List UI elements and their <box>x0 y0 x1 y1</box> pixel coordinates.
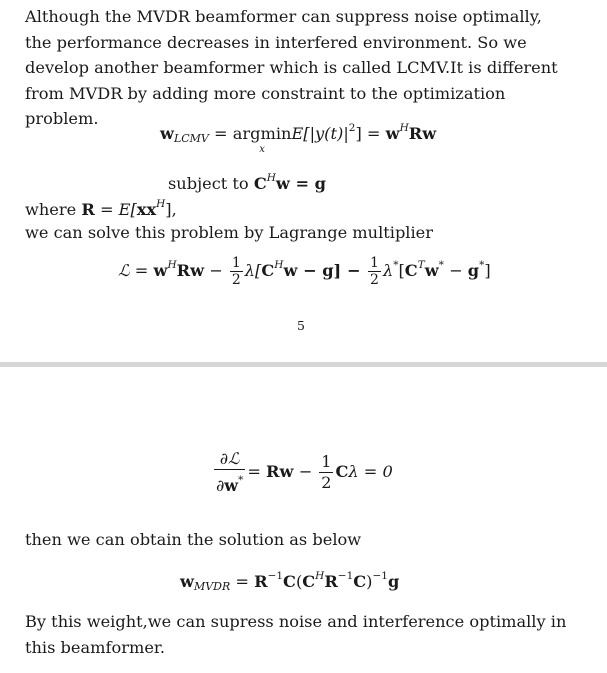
eq2-w3: w <box>424 261 439 280</box>
eq1-rhs-sup: H <box>399 122 409 134</box>
eq1-lhs-subscript: LCMV <box>173 132 209 145</box>
eq3-den-w: w <box>224 476 239 495</box>
eq4-w: w <box>180 572 194 591</box>
page-number: 5 <box>297 318 305 333</box>
intro-paragraph: Although the MVDR beamformer can suppress noise optimally, the performance decreases in interfered environment. So we develop another beamformer which is called LCMV.It is different from MVDR by adding more constraint to the optimization problem. <box>25 7 558 128</box>
constraint-text: subject to <box>168 174 249 193</box>
eq2-g2-star: * <box>479 259 485 271</box>
eq3-rw: Rw <box>266 462 294 481</box>
eq2-rw: Rw <box>176 261 205 280</box>
eq3-den-star: * <box>238 474 244 486</box>
where-xx: xx <box>136 200 157 219</box>
eq1-rhs-w: w <box>385 124 400 143</box>
eq2-minus: − <box>204 261 228 280</box>
eq3-denominator <box>214 469 245 496</box>
equation-lcmv-objective: $w_{LCMV} = argmin$ x $E[|y(t)|^2] = w^HRw$ <box>160 122 437 155</box>
eq2-sup-h: H <box>167 259 177 271</box>
eq2-lambda: λ <box>382 261 394 280</box>
constraint-rest: w = g <box>275 174 326 193</box>
where-close: ], <box>165 200 177 219</box>
eq3-half-den: 2 <box>321 473 332 492</box>
eq1-lhs-symbol: w <box>160 124 174 143</box>
eq3-half-fraction <box>319 452 333 493</box>
equation-derivative <box>212 449 393 496</box>
eq3-c: C <box>335 462 349 481</box>
eq2-close-bracket: ] <box>484 261 491 280</box>
eq2-lambda-open: λ[ <box>244 261 262 280</box>
constraint-line <box>168 172 326 193</box>
constraint-sup: H <box>266 172 276 184</box>
eq2-c2: C <box>404 261 418 280</box>
where-r: R <box>81 200 95 219</box>
where-line <box>25 198 177 219</box>
eq3-minus: − <box>293 462 318 481</box>
eq3-numerator: ∂ℒ <box>219 449 240 468</box>
eq2-half-num: 1 <box>231 255 241 271</box>
eq2-half-num-2: 1 <box>370 255 379 271</box>
document-page-bottom <box>0 367 607 673</box>
eq2-c-sup: H <box>274 259 284 271</box>
eq4-c2: C <box>302 572 316 591</box>
eq4-r: R <box>254 572 268 591</box>
eq2-g2: g <box>467 261 480 280</box>
eq2-lambda-star: * <box>393 259 399 271</box>
eq3-half-num: 1 <box>321 452 332 471</box>
eq2-half-fraction <box>230 255 243 288</box>
eq2-half-den: 2 <box>231 272 241 288</box>
eq3-equals: = <box>247 462 267 481</box>
eq4-subscript: MVDR <box>193 580 231 593</box>
eq2-half-fraction-2 <box>368 255 381 288</box>
eq4-equals: = <box>230 572 255 591</box>
constraint-c: C <box>253 174 267 193</box>
eq2-w: w <box>153 261 168 280</box>
lagrange-sentence: we can solve this problem by Lagrange multiplier <box>25 223 433 242</box>
eq2-w2: w <box>283 261 298 280</box>
eq3-rest: λ = 0 <box>348 462 393 481</box>
eq2-w3-star: * <box>438 259 444 271</box>
eq4-c2-sup: H <box>315 570 325 582</box>
eq4-c3: C <box>353 572 367 591</box>
eq3-partial-fraction <box>214 449 245 496</box>
eq2-open-bracket: [ <box>398 261 405 280</box>
solution-sentence: then we can obtain the solution as below <box>25 530 362 549</box>
eq4-r2: R <box>324 572 338 591</box>
eq1-objective-close: ] = <box>355 124 381 143</box>
eq3-den-partial: ∂ <box>216 476 225 495</box>
eq4-close-paren: ) <box>366 572 373 591</box>
eq4-g: g <box>387 572 400 591</box>
where-text: where <box>25 200 77 219</box>
eq1-objective: E[|y(t)| <box>291 124 349 143</box>
eq1-operator: argmin <box>232 124 292 143</box>
eq1-arg-var: x <box>259 144 265 155</box>
equation-lagrangian <box>118 255 491 288</box>
eq2-lhs: ℒ = <box>118 261 154 280</box>
eq4-r2-sup: −1 <box>337 570 354 582</box>
eq2-minus-2: − <box>443 261 468 280</box>
eq2-minus-g: − g] − <box>297 261 367 280</box>
eq4-r-sup: −1 <box>267 570 284 582</box>
eq2-c2-sup: T <box>417 259 425 271</box>
eq2-half-den-2: 2 <box>370 272 379 288</box>
eq1-argmin <box>232 124 292 155</box>
where-eq: = E[ <box>99 200 137 219</box>
where-sup: H <box>156 198 166 210</box>
eq1-rhs-rest: Rw <box>408 124 437 143</box>
eq1-objective-power: 2 <box>348 122 356 134</box>
equation-solution <box>180 570 399 593</box>
closing-paragraph: By this weight,we can supress noise and interference optimally in this beamformer. <box>25 612 567 657</box>
eq2-c: C <box>261 261 275 280</box>
eq4-close-sup: −1 <box>372 570 388 582</box>
eq4-c: C <box>283 572 296 591</box>
eq4-open-paren: ( <box>295 572 303 591</box>
